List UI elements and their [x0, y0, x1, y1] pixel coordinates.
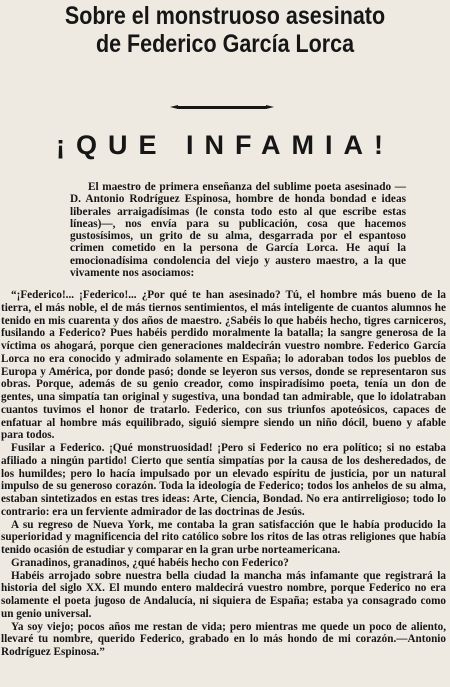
letter-paragraph-5: Habéis arrojado sobre nuestra bella ciudad la mancha más infamante que registrará la historia del siglo XX. El mundo entero maldecirá vuestro nombre, porque Federico no era solamente el poeta jugoso de Andalucía, ni siquiera de España; estaba ya consagrado como un genio universal. — [1, 569, 446, 620]
intro-text: El maestro de primera enseñanza del sublime poeta asesinado —D. Antonio Rodríguez Espinosa, hombre de honda bondad e ideas liberales arraigadísimas (le consta todo esto al que escribe estas líneas)—, nos envía para su publicación, cosa que hacemos gustosísimos, un grito de su alma, desgarrada por el espantoso crimen cometido en la persona de García Lorca. He aquí la emocionadísima condolencia del viejo y austero maestro, a la que vivamente nos asociamos: — [70, 181, 406, 280]
letter-paragraph-3: A su regreso de Nueva York, me contaba la gran satisfacción que le había producido la superioridad y magnificencia del rito católico sobre los ritos de las otras religiones que había tenido ocasión de estudiar y comparar en la gran urbe norteamericana. — [1, 518, 446, 556]
letter-body — [1, 289, 446, 659]
ornamental-divider — [178, 106, 266, 109]
headline-line-2: de Federico García Lorca — [95, 30, 355, 58]
letter-paragraph-4: Granadinos, granadinos, ¿qué habéis hecho con Federico? — [11, 556, 289, 569]
letter-paragraph-1: “¡Federico!... ¡Federico!... ¿Por qué te han asesinado? Tú, el hombre más bueno de la tierra, el más noble, el de más tiernos sentimientos, el más inteligente de cuantos alumnos he tenido en mis cuarenta y dos años de maestro. ¿Sabéis lo que habéis hecho, tigres carniceros, fusilando a Federico? Pues habéis perdido moralmente la batalla; la sangre generosa de la víctima os ahogará, porque cien generaciones maldecirán vuestro nombre. Federico García Lorca no era conocido y admirado solamente en España; lo adoraban todos los pueblos de Europa y América, por donde pasó; donde se leyeron sus versos, donde se representaron sus obras. Porque, además de su genio creador, como inspiradísimo poeta, tenía un don de gentes, una simpatía tan original y sugestiva, una bondad tan admirable, que lo idolatraban cuantos tuvimos el honor de tratarlo. Federico, con sus triunfos apoteósicos, capaces de enfatuar al hombre más equilibrado, siguió siempre siendo un niño dócil, bueno y afable para todos. — [1, 289, 446, 442]
section-title: ¡QUE INFAMIA! — [56, 130, 394, 160]
headline — [32, 0, 419, 58]
letter-paragraph-2: Fusilar a Federico. ¡Qué monstruosidad! ¡Pero si Federico no era político; si no estaba afiliado a ningún partido! Cierto que sentía simpatías por la causa de los desheredados, de los humildes; pero lo hacía impulsado por un elevado espíritu de justicia, por un natural impulso de su generoso corazón. Toda la ideología de Federico; todos los anhelos de su alma, estaban sintetizados en estas tres ideas: Arte, Ciencia, Bondad. No era antirreligioso; todo lo contrario: era un ferviente admirador de las doctrinas de Jesús. — [1, 442, 446, 518]
intro-paragraph — [70, 181, 406, 279]
headline-line-1: Sobre el monstruoso asesinato — [64, 2, 386, 30]
letter-paragraph-6: Ya soy viejo; pocos años me restan de vida; pero mientras me quede un poco de aliento, llevaré tu nombre, querido Federico, grabado en lo más hondo de mi corazón.—Antonio Rodríguez Espinosa.” — [1, 620, 446, 658]
